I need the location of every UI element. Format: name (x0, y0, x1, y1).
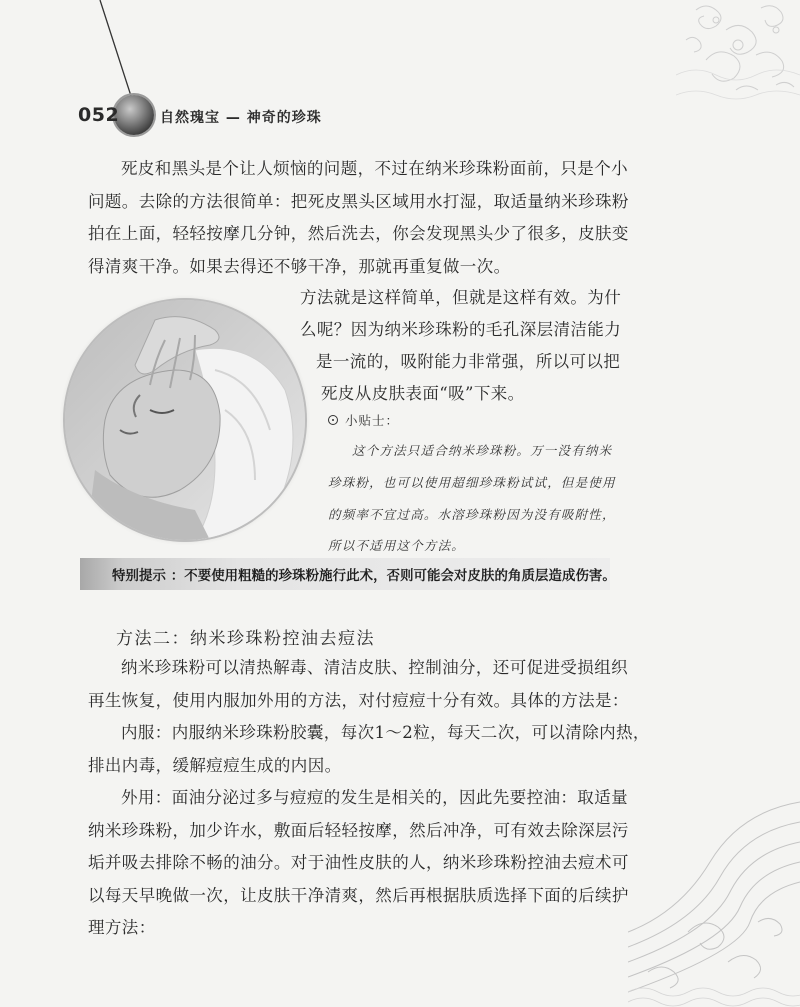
text-line: 外用：面油分泌过多与痘痘的发生是相关的，因此先要控油：取适量 (121, 788, 628, 807)
text-line: 再生恢复，使用内服加外用的方法，对付痘痘十分有效。具体的方法是： (88, 690, 629, 710)
facial-massage-photo (65, 300, 305, 540)
text-line: 理方法： (88, 918, 156, 937)
text-line: 拍在上面，轻轻按摩几分钟，然后洗去，你会发现黑头少了很多，皮肤变 (88, 224, 629, 243)
tip-line: 所以不适用这个方法。 (328, 538, 466, 553)
pendant-string (0, 0, 160, 110)
tip-line: 这个方法只适合纳米珍珠粉。万一没有纳米 (352, 443, 613, 458)
swirl-pattern-icon (676, 0, 800, 100)
section-heading: 方法二：纳米珍珠粉控油去痘法 (116, 629, 375, 649)
tip-line: 的频率不宜过高。水溶珍珠粉因为没有吸附性， (328, 507, 616, 522)
paragraph-internal-use (88, 717, 738, 782)
text-line: 死皮和黑头是个让人烦恼的问题，不过在纳米珍珠粉面前，只是个小 (121, 159, 628, 178)
text-line: 是一流的，吸附能力非常强，所以可以把 (316, 352, 621, 371)
paragraph-dead-skin (88, 153, 738, 283)
text-line: 纳米珍珠粉可以清热解毒、清洁皮肤、控制油分，还可促进受损组织 (121, 658, 628, 677)
massage-illustration (65, 300, 305, 540)
pearl-icon (114, 95, 154, 135)
wave-pattern-icon (628, 792, 800, 1007)
text-line: 方法就是这样简单，但就是这样有效。为什 (300, 288, 622, 307)
tip-bullet-icon (328, 415, 338, 425)
tip-line: 珍珠粉，也可以使用超细珍珠粉试试，但是使用 (328, 475, 616, 490)
tip-label: 小贴士： (345, 413, 400, 428)
text-line: 问题。去除的方法很简单：把死皮黑头区域用水打湿，取适量纳米珍珠粉 (88, 191, 629, 211)
running-header-title: 自然瑰宝 — 神奇的珍珠 (160, 110, 322, 126)
text-line: 死皮从皮肤表面“吸”下来。 (321, 384, 525, 403)
special-note-text: 特别提示 ：不要使用粗糙的珍珠粉施行此术，否则可能会对皮肤的角质层造成伤害。 (112, 569, 616, 584)
text-line: 纳米珍珠粉，加少许水，敷面后轻轻按摩，然后冲净，可有效去除深层污 (88, 820, 629, 840)
text-line: 垢并吸去排除不畅的油分。对于油性皮肤的人，纳米珍珠粉控油去痘术可 (88, 853, 629, 872)
paragraph-method-two-intro (88, 652, 738, 717)
text-line: 得清爽干净。如果去得还不够干净，那就再重复做一次。 (88, 256, 511, 276)
text-line: 排出内毒，缓解痘痘生成的内因。 (88, 755, 342, 775)
text-line: 内服：内服纳米珍珠粉胶囊，每次1～2粒，每天二次，可以清除内热， (121, 723, 650, 742)
text-line: 以每天早晚做一次，让皮肤干净清爽，然后再根据肤质选择下面的后续护 (88, 885, 629, 905)
text-line: 么呢？因为纳米珍珠粉的毛孔深层清洁能力 (300, 320, 622, 339)
page-number: 052 (78, 104, 120, 126)
